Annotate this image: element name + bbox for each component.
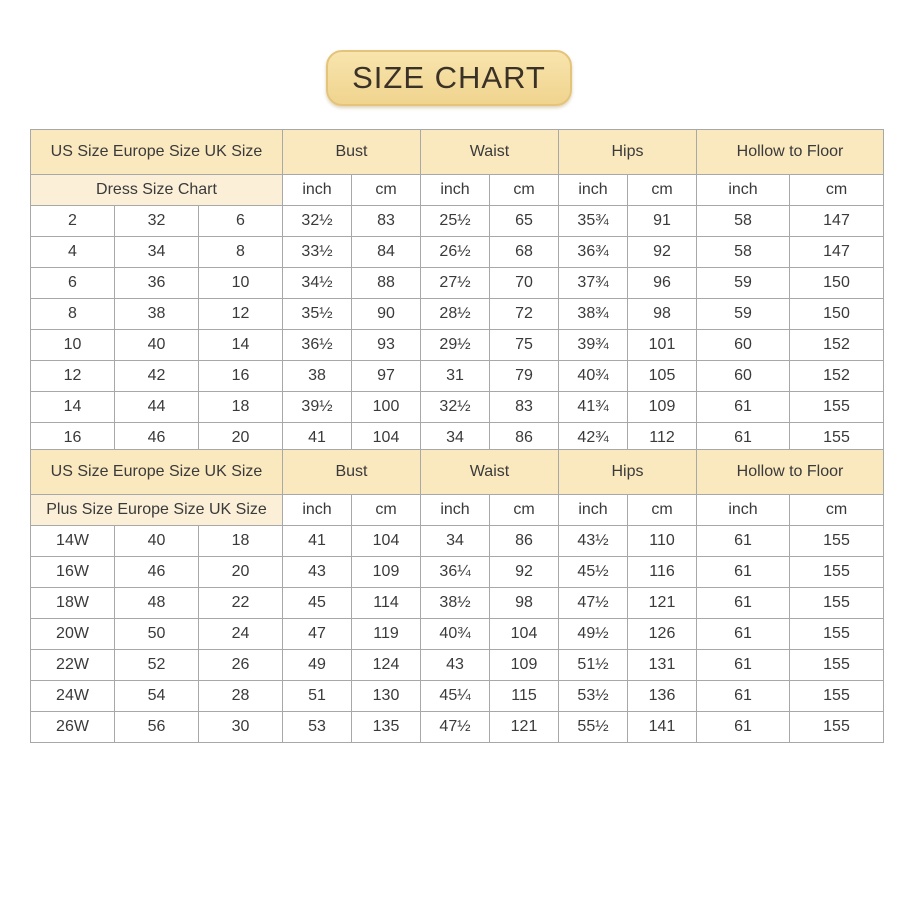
- uk-size-cell: 8: [199, 237, 283, 268]
- hollow-to-floor-inch-cell: 61: [697, 392, 790, 423]
- bust-cm-cell: 100: [352, 392, 421, 423]
- unit-cm: cm: [352, 495, 421, 526]
- uk-size-cell: 20: [199, 557, 283, 588]
- europe-size-cell: 44: [115, 392, 199, 423]
- hollow-to-floor-inch-cell: 58: [697, 206, 790, 237]
- waist-cm-cell: 83: [490, 392, 559, 423]
- unit-inch: inch: [697, 175, 790, 206]
- uk-size-cell: 18: [199, 392, 283, 423]
- bust-inch-cell: 51: [283, 681, 352, 712]
- table-row: [31, 619, 884, 650]
- bust-inch-cell: 39½: [283, 392, 352, 423]
- plus-size-chart-label: Plus Size Europe Size UK Size: [31, 495, 283, 526]
- bust-cm-cell: 109: [352, 557, 421, 588]
- hollow-to-floor-cm-cell: 155: [790, 681, 884, 712]
- waist-cm-cell: 75: [490, 330, 559, 361]
- hollow-to-floor-inch-cell: 61: [697, 423, 790, 454]
- unit-inch: inch: [559, 175, 628, 206]
- hips-cm-cell: 91: [628, 206, 697, 237]
- unit-cm: cm: [790, 495, 884, 526]
- bust-header: Bust: [283, 450, 421, 495]
- bust-cm-cell: 114: [352, 588, 421, 619]
- us-size-cell: 16: [31, 423, 115, 454]
- bust-inch-cell: 53: [283, 712, 352, 743]
- bust-cm-cell: 90: [352, 299, 421, 330]
- table-row: [31, 330, 884, 361]
- unit-inch: inch: [421, 175, 490, 206]
- us-size-cell: 18W: [31, 588, 115, 619]
- waist-inch-cell: 36¼: [421, 557, 490, 588]
- waist-inch-cell: 32½: [421, 392, 490, 423]
- europe-size-cell: 50: [115, 619, 199, 650]
- waist-inch-cell: 29½: [421, 330, 490, 361]
- table-header-row: [31, 450, 884, 495]
- dress-size-chart-label: Dress Size Chart: [31, 175, 283, 206]
- hollow-to-floor-cm-cell: 147: [790, 237, 884, 268]
- bust-inch-cell: 34½: [283, 268, 352, 299]
- hollow-to-floor-inch-cell: 60: [697, 361, 790, 392]
- bust-inch-cell: 45: [283, 588, 352, 619]
- waist-header: Waist: [421, 130, 559, 175]
- europe-size-cell: 36: [115, 268, 199, 299]
- hollow-to-floor-inch-cell: 61: [697, 526, 790, 557]
- us-size-cell: 16W: [31, 557, 115, 588]
- uk-size-cell: 24: [199, 619, 283, 650]
- hollow-to-floor-cm-cell: 150: [790, 299, 884, 330]
- waist-inch-cell: 40¾: [421, 619, 490, 650]
- hips-cm-cell: 96: [628, 268, 697, 299]
- hollow-to-floor-cm-cell: 155: [790, 392, 884, 423]
- uk-size-cell: 10: [199, 268, 283, 299]
- bust-inch-cell: 41: [283, 423, 352, 454]
- bust-inch-cell: 33½: [283, 237, 352, 268]
- europe-size-cell: 32: [115, 206, 199, 237]
- europe-size-cell: 46: [115, 423, 199, 454]
- europe-size-cell: 52: [115, 650, 199, 681]
- waist-cm-cell: 98: [490, 588, 559, 619]
- unit-inch: inch: [283, 175, 352, 206]
- hips-inch-cell: 55½: [559, 712, 628, 743]
- us-size-cell: 22W: [31, 650, 115, 681]
- hollow-to-floor-cm-cell: 155: [790, 619, 884, 650]
- waist-cm-cell: 121: [490, 712, 559, 743]
- hips-cm-cell: 121: [628, 588, 697, 619]
- waist-inch-cell: 25½: [421, 206, 490, 237]
- table-row: [31, 268, 884, 299]
- dress-size-table: [30, 129, 884, 454]
- unit-inch: inch: [421, 495, 490, 526]
- us-size-cell: 4: [31, 237, 115, 268]
- us-size-cell: 14: [31, 392, 115, 423]
- hips-cm-cell: 101: [628, 330, 697, 361]
- us-size-cell: 6: [31, 268, 115, 299]
- europe-size-cell: 54: [115, 681, 199, 712]
- unit-inch: inch: [697, 495, 790, 526]
- table-row: [31, 392, 884, 423]
- hollow-to-floor-header: Hollow to Floor: [697, 130, 884, 175]
- waist-inch-cell: 38½: [421, 588, 490, 619]
- hips-inch-cell: 35¾: [559, 206, 628, 237]
- europe-size-cell: 34: [115, 237, 199, 268]
- hips-cm-cell: 110: [628, 526, 697, 557]
- waist-inch-cell: 28½: [421, 299, 490, 330]
- us-size-cell: 10: [31, 330, 115, 361]
- unit-inch: inch: [559, 495, 628, 526]
- table-row: [31, 712, 884, 743]
- unit-cm: cm: [490, 495, 559, 526]
- uk-size-cell: 18: [199, 526, 283, 557]
- hips-cm-cell: 109: [628, 392, 697, 423]
- hips-inch-cell: 45½: [559, 557, 628, 588]
- table-row: [31, 681, 884, 712]
- waist-cm-cell: 109: [490, 650, 559, 681]
- bust-cm-cell: 124: [352, 650, 421, 681]
- bust-inch-cell: 38: [283, 361, 352, 392]
- hips-cm-cell: 92: [628, 237, 697, 268]
- bust-inch-cell: 43: [283, 557, 352, 588]
- waist-inch-cell: 34: [421, 423, 490, 454]
- hips-cm-cell: 112: [628, 423, 697, 454]
- hollow-to-floor-inch-cell: 61: [697, 557, 790, 588]
- hips-header: Hips: [559, 450, 697, 495]
- unit-cm: cm: [628, 175, 697, 206]
- hips-inch-cell: 49½: [559, 619, 628, 650]
- hips-cm-cell: 105: [628, 361, 697, 392]
- waist-cm-cell: 70: [490, 268, 559, 299]
- uk-size-cell: 16: [199, 361, 283, 392]
- waist-header: Waist: [421, 450, 559, 495]
- bust-cm-cell: 130: [352, 681, 421, 712]
- bust-inch-cell: 49: [283, 650, 352, 681]
- waist-inch-cell: 43: [421, 650, 490, 681]
- hollow-to-floor-inch-cell: 61: [697, 712, 790, 743]
- us-size-cell: 14W: [31, 526, 115, 557]
- table-row: [31, 650, 884, 681]
- waist-cm-cell: 104: [490, 619, 559, 650]
- uk-size-cell: 6: [199, 206, 283, 237]
- hollow-to-floor-inch-cell: 58: [697, 237, 790, 268]
- table-row: [31, 361, 884, 392]
- bust-inch-cell: 32½: [283, 206, 352, 237]
- hollow-to-floor-inch-cell: 59: [697, 268, 790, 299]
- bust-cm-cell: 83: [352, 206, 421, 237]
- hips-inch-cell: 40¾: [559, 361, 628, 392]
- table-row: [31, 237, 884, 268]
- hollow-to-floor-cm-cell: 155: [790, 423, 884, 454]
- hollow-to-floor-inch-cell: 59: [697, 299, 790, 330]
- europe-size-cell: 38: [115, 299, 199, 330]
- uk-size-cell: 20: [199, 423, 283, 454]
- size-chart-title: SIZE CHART: [326, 50, 572, 106]
- hollow-to-floor-cm-cell: 155: [790, 712, 884, 743]
- table-row: [31, 588, 884, 619]
- waist-inch-cell: 45¼: [421, 681, 490, 712]
- bust-inch-cell: 41: [283, 526, 352, 557]
- waist-cm-cell: 86: [490, 526, 559, 557]
- size-systems-header: US Size Europe Size UK Size: [31, 130, 283, 175]
- hollow-to-floor-cm-cell: 155: [790, 526, 884, 557]
- waist-cm-cell: 79: [490, 361, 559, 392]
- europe-size-cell: 56: [115, 712, 199, 743]
- hips-inch-cell: 36¾: [559, 237, 628, 268]
- uk-size-cell: 12: [199, 299, 283, 330]
- bust-inch-cell: 47: [283, 619, 352, 650]
- bust-cm-cell: 97: [352, 361, 421, 392]
- us-size-cell: 2: [31, 206, 115, 237]
- us-size-cell: 8: [31, 299, 115, 330]
- waist-inch-cell: 27½: [421, 268, 490, 299]
- unit-inch: inch: [283, 495, 352, 526]
- hollow-to-floor-inch-cell: 61: [697, 619, 790, 650]
- bust-inch-cell: 36½: [283, 330, 352, 361]
- waist-cm-cell: 65: [490, 206, 559, 237]
- hips-cm-cell: 126: [628, 619, 697, 650]
- us-size-cell: 26W: [31, 712, 115, 743]
- hollow-to-floor-cm-cell: 155: [790, 650, 884, 681]
- bust-cm-cell: 119: [352, 619, 421, 650]
- hips-cm-cell: 136: [628, 681, 697, 712]
- bust-cm-cell: 104: [352, 423, 421, 454]
- table-header-row: [31, 130, 884, 175]
- europe-size-cell: 46: [115, 557, 199, 588]
- hollow-to-floor-inch-cell: 61: [697, 650, 790, 681]
- hips-inch-cell: 38¾: [559, 299, 628, 330]
- waist-inch-cell: 26½: [421, 237, 490, 268]
- us-size-cell: 20W: [31, 619, 115, 650]
- hips-cm-cell: 98: [628, 299, 697, 330]
- us-size-cell: 24W: [31, 681, 115, 712]
- plus-size-table: [30, 449, 884, 743]
- waist-cm-cell: 86: [490, 423, 559, 454]
- hips-inch-cell: 39¾: [559, 330, 628, 361]
- bust-cm-cell: 104: [352, 526, 421, 557]
- waist-inch-cell: 31: [421, 361, 490, 392]
- bust-cm-cell: 88: [352, 268, 421, 299]
- table-row: [31, 557, 884, 588]
- hips-header: Hips: [559, 130, 697, 175]
- hips-inch-cell: 42¾: [559, 423, 628, 454]
- hollow-to-floor-cm-cell: 155: [790, 588, 884, 619]
- waist-cm-cell: 68: [490, 237, 559, 268]
- hollow-to-floor-cm-cell: 155: [790, 557, 884, 588]
- bust-cm-cell: 135: [352, 712, 421, 743]
- uk-size-cell: 30: [199, 712, 283, 743]
- waist-inch-cell: 47½: [421, 712, 490, 743]
- hollow-to-floor-inch-cell: 61: [697, 681, 790, 712]
- us-size-cell: 12: [31, 361, 115, 392]
- unit-header-row: [31, 175, 884, 206]
- hips-inch-cell: 43½: [559, 526, 628, 557]
- hollow-to-floor-inch-cell: 60: [697, 330, 790, 361]
- bust-header: Bust: [283, 130, 421, 175]
- hips-cm-cell: 131: [628, 650, 697, 681]
- hollow-to-floor-cm-cell: 150: [790, 268, 884, 299]
- waist-cm-cell: 72: [490, 299, 559, 330]
- unit-cm: cm: [352, 175, 421, 206]
- hollow-to-floor-header: Hollow to Floor: [697, 450, 884, 495]
- hollow-to-floor-cm-cell: 147: [790, 206, 884, 237]
- hips-cm-cell: 116: [628, 557, 697, 588]
- europe-size-cell: 48: [115, 588, 199, 619]
- unit-header-row: [31, 495, 884, 526]
- size-systems-header: US Size Europe Size UK Size: [31, 450, 283, 495]
- hollow-to-floor-cm-cell: 152: [790, 330, 884, 361]
- bust-cm-cell: 84: [352, 237, 421, 268]
- uk-size-cell: 14: [199, 330, 283, 361]
- unit-cm: cm: [490, 175, 559, 206]
- europe-size-cell: 40: [115, 526, 199, 557]
- bust-inch-cell: 35½: [283, 299, 352, 330]
- table-row: [31, 206, 884, 237]
- waist-cm-cell: 92: [490, 557, 559, 588]
- hollow-to-floor-inch-cell: 61: [697, 588, 790, 619]
- europe-size-cell: 42: [115, 361, 199, 392]
- waist-inch-cell: 34: [421, 526, 490, 557]
- hips-inch-cell: 37¾: [559, 268, 628, 299]
- waist-cm-cell: 115: [490, 681, 559, 712]
- bust-cm-cell: 93: [352, 330, 421, 361]
- hips-inch-cell: 53½: [559, 681, 628, 712]
- hips-inch-cell: 47½: [559, 588, 628, 619]
- unit-cm: cm: [628, 495, 697, 526]
- table-row: [31, 526, 884, 557]
- hips-inch-cell: 41¾: [559, 392, 628, 423]
- uk-size-cell: 28: [199, 681, 283, 712]
- table-row: [31, 299, 884, 330]
- hips-cm-cell: 141: [628, 712, 697, 743]
- unit-cm: cm: [790, 175, 884, 206]
- hollow-to-floor-cm-cell: 152: [790, 361, 884, 392]
- hips-inch-cell: 51½: [559, 650, 628, 681]
- europe-size-cell: 40: [115, 330, 199, 361]
- uk-size-cell: 22: [199, 588, 283, 619]
- uk-size-cell: 26: [199, 650, 283, 681]
